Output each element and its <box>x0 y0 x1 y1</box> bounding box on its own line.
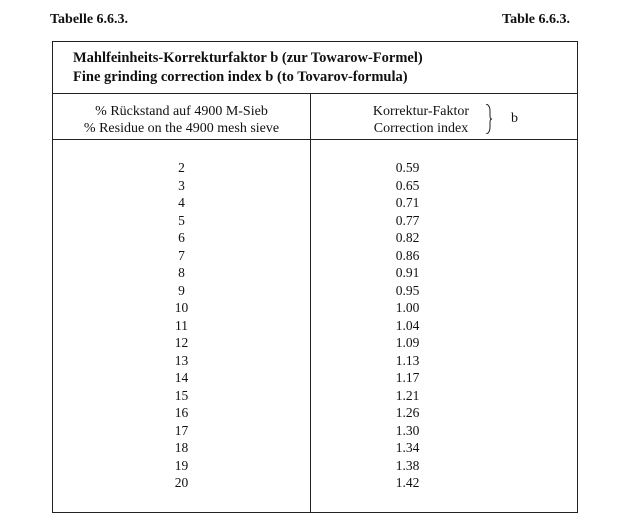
correction-index-value: 0.82 <box>395 230 420 245</box>
residue-value: 16 <box>174 405 189 420</box>
residue-value: 7 <box>178 247 185 263</box>
table-title <box>53 42 577 94</box>
residue-column <box>53 159 310 492</box>
table-label-german: Tabelle 6.6.3. <box>50 12 129 27</box>
brace-icon <box>485 104 492 134</box>
correction-index-value: 1.42 <box>395 475 420 490</box>
correction-index-value: 1.21 <box>395 387 420 403</box>
header-residue-german: % Rückstand auf 4900 M-Sieb <box>95 104 268 119</box>
header-correction <box>351 103 491 137</box>
residue-value: 8 <box>178 265 185 280</box>
correction-index-value: 1.00 <box>395 300 420 315</box>
residue-value: 18 <box>174 440 189 455</box>
residue-value: 10 <box>174 300 189 315</box>
correction-index-value: 0.86 <box>395 247 420 263</box>
table-frame <box>52 41 578 513</box>
header-correction-german: Korrektur-Faktor <box>372 104 470 119</box>
residue-value: 9 <box>178 282 185 298</box>
correction-index-value: 0.95 <box>395 282 420 298</box>
correction-index-value: 1.09 <box>395 335 420 350</box>
correction-index-value: 0.91 <box>395 265 420 280</box>
correction-index-value: 1.34 <box>395 440 420 455</box>
correction-index-value: 1.04 <box>395 317 420 333</box>
correction-index-value: 0.65 <box>395 177 420 193</box>
correction-index-value: 1.30 <box>395 422 420 438</box>
residue-value: 6 <box>178 230 185 245</box>
correction-index-value: 1.17 <box>395 370 420 385</box>
title-line-german: Mahlfeinheits-Korrekturfaktor b (zur Towarow-Formel) <box>73 50 423 66</box>
residue-value: 15 <box>174 387 189 403</box>
correction-index-column <box>310 159 579 492</box>
correction-index-value: 0.71 <box>395 195 420 210</box>
title-line-english: Fine grinding correction index b (to Tovarov-formula) <box>73 69 408 85</box>
correction-index-value: 0.77 <box>395 212 420 228</box>
header-correction-english: Correction index <box>373 121 469 136</box>
residue-value: 17 <box>174 422 189 438</box>
column-header-row <box>53 94 577 140</box>
residue-value: 4 <box>178 195 185 210</box>
correction-index-value: 1.13 <box>395 352 420 368</box>
table-label-english: Table 6.6.3. <box>502 12 570 27</box>
residue-value: 3 <box>178 177 185 193</box>
residue-value: 2 <box>178 160 185 175</box>
residue-value: 14 <box>174 370 189 385</box>
correction-index-value: 1.26 <box>395 405 420 420</box>
header-residue <box>53 103 310 137</box>
residue-value: 5 <box>178 212 185 228</box>
residue-value: 12 <box>174 335 189 350</box>
residue-value: 19 <box>174 457 189 473</box>
residue-value: 11 <box>175 317 188 333</box>
correction-index-value: 1.38 <box>395 457 420 473</box>
correction-index-value: 0.59 <box>395 160 420 175</box>
header-residue-english: % Residue on the 4900 mesh sieve <box>83 121 280 136</box>
header-symbol-b: b <box>511 111 518 126</box>
residue-value: 20 <box>174 475 189 490</box>
residue-value: 13 <box>174 352 189 368</box>
